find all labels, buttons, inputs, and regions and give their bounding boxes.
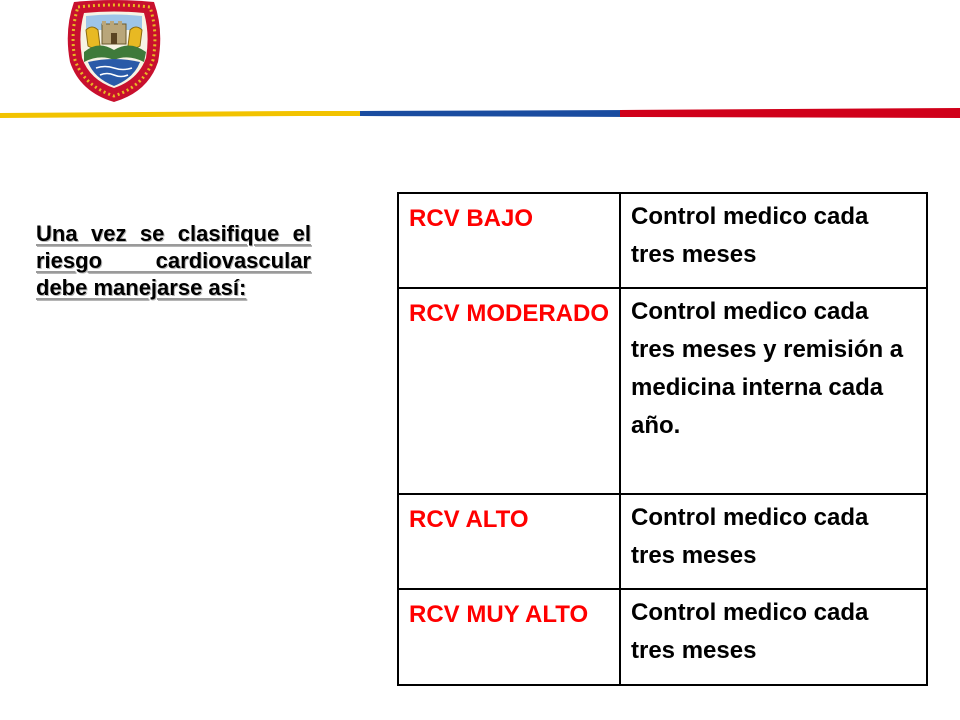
table-row [398,193,927,288]
risk-level-cell: RCV MUY ALTO [398,589,620,685]
table-row [398,589,927,685]
action-cell: Control medico cada tres meses [620,589,927,685]
action-cell: Control medico cada tres meses y remisión a medicina interna cada año. [620,288,927,494]
risk-level-cell: RCV BAJO [398,193,620,288]
header-stripe [0,106,960,120]
risk-management-table [397,192,928,686]
action-cell: Control medico cada tres meses [620,193,927,288]
intro-text: Una vez se clasifique el riesgo cardiovascular debe manejarse así: [36,221,311,300]
table-row [398,494,927,589]
action-cell: Control medico cada tres meses [620,494,927,589]
coat-of-arms-icon [62,0,166,104]
risk-level-cell: RCV MODERADO [398,288,620,494]
risk-level-cell: RCV ALTO [398,494,620,589]
table-row [398,288,927,494]
